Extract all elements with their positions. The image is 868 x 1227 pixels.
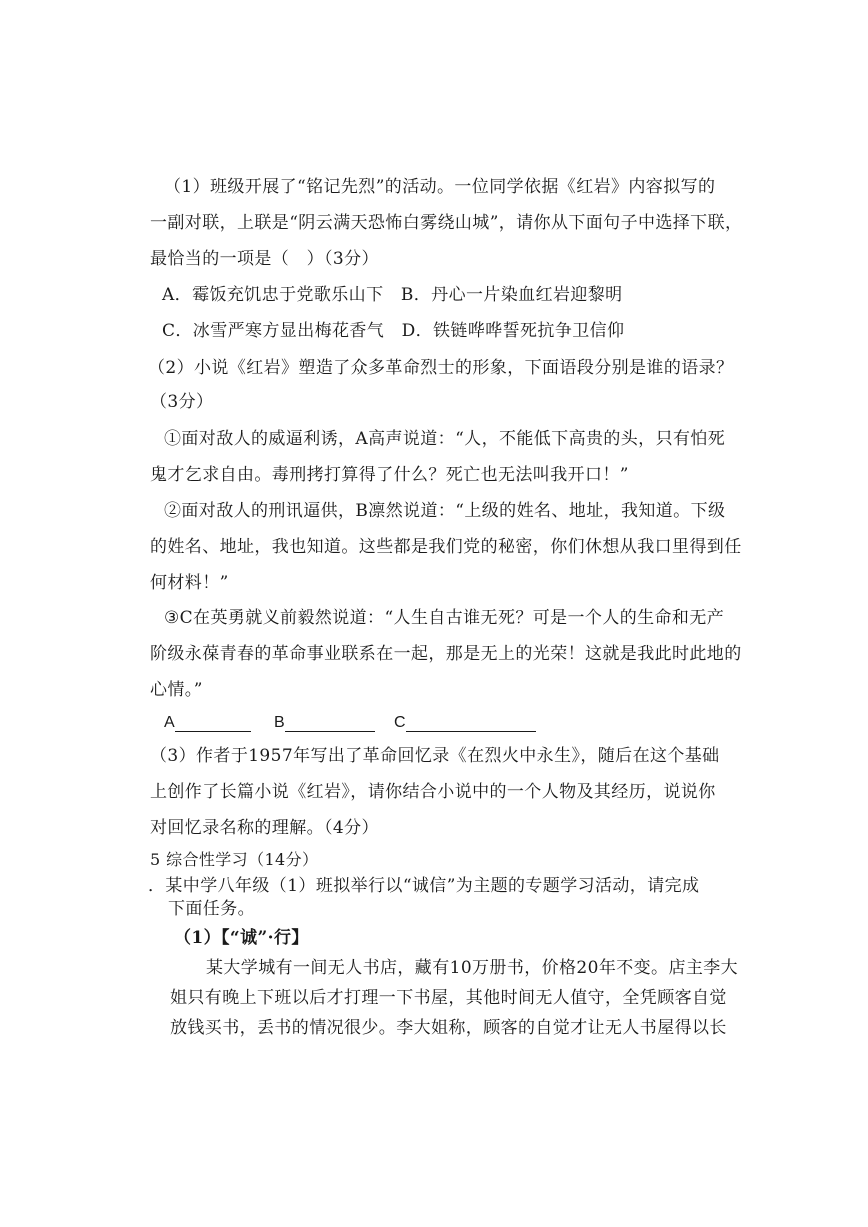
blank-c-line [406, 713, 536, 732]
q1-line-2: 一副对联，上联是“阴云满天恐怖白雾绕山城”，请你从下面句子中选择下联， [150, 213, 743, 233]
q2-quote-2-line-3: 何材料！” [150, 573, 229, 593]
q3-line-2: 上创作了长篇小说《红岩》，请你结合小说中的一个人物及其经历，说说你 [150, 782, 716, 802]
blank-b[interactable] [274, 712, 375, 732]
q2-quote-1-line-2: 鬼才乞求自由。毒刑拷打算得了什么？死亡也无法叫我开口！” [150, 465, 629, 485]
section-5-intro-line-1: ．某中学八年级（1）班拟举行以“诚信”为主题的专题学习活动，请完成 [148, 876, 700, 896]
task-1-para-line-1: 某大学城有一间无人书店，藏有10万册书，价格20年不变。店主李大 [206, 958, 739, 978]
q1-line-1: （1）班级开展了“铭记先烈”的活动。一位同学依据《红岩》内容拟写的 [164, 177, 716, 197]
blank-b-label: B [274, 714, 285, 731]
blank-c-label: C [394, 714, 406, 731]
blank-a-line [175, 713, 251, 732]
q2-quote-2-line-2: 的姓名、地址，我也知道。这些都是我们党的秘密，你们休想从我口里得到任 [150, 537, 742, 557]
q1-option-ab: A．霉饭充饥忠于党歌乐山下 B．丹心一片染血红岩迎黎明 [162, 285, 623, 305]
q3-line-1: （3）作者于1957年写出了革命回忆录《在烈火中永生》，随后在这个基础 [150, 746, 720, 766]
task-1-para-line-2: 姐只有晚上下班以后才打理一下书屋，其他时间无人值守，全凭顾客自觉 [170, 988, 727, 1008]
q1-line-3: 最恰当的一项是（ ）（3分） [150, 249, 379, 269]
task-1-para-line-3: 放钱买书，丢书的情况很少。李大姐称，顾客的自觉才让无人书屋得以长 [170, 1018, 727, 1038]
blank-b-line [285, 713, 375, 732]
q1-option-cd: C．冰雪严寒方显出梅花香气 D．铁链哗哗誓死抗争卫信仰 [162, 321, 625, 341]
q2-quote-3-line-2: 阶级永葆青春的革命事业联系在一起，那是无上的光荣！这就是我此时此地的 [150, 644, 742, 664]
blank-c[interactable] [394, 712, 536, 732]
q2-quote-3-line-1: ③C在英勇就义前毅然说道：“人生自古谁无死？可是一个人的生命和无产 [164, 608, 725, 628]
blank-a-label: A [164, 714, 175, 731]
q2-line-2: （3分） [150, 392, 214, 412]
q3-line-3: 对回忆录名称的理解。（4分） [150, 818, 379, 838]
q2-quote-2-line-1: ②面对敌人的刑讯逼供，B凛然说道：“上级的姓名、地址，我知道。下级 [164, 501, 726, 521]
blank-a[interactable] [164, 712, 251, 732]
section-5-heading: 5 综合性学习（14分） [150, 850, 319, 869]
task-1-title: （1）【“诚”·行】 [174, 928, 309, 948]
q2-quote-3-line-3: 心情。” [150, 680, 203, 700]
q2-quote-1-line-1: ①面对敌人的威逼利诱，A高声说道：“人，不能低下高贵的头，只有怕死 [164, 429, 726, 449]
q2-line-1: （2）小说《红岩》塑造了众多革命烈士的形象，下面语段分别是谁的语录？ [148, 358, 734, 378]
section-5-intro-line-2: 下面任务。 [168, 899, 255, 919]
